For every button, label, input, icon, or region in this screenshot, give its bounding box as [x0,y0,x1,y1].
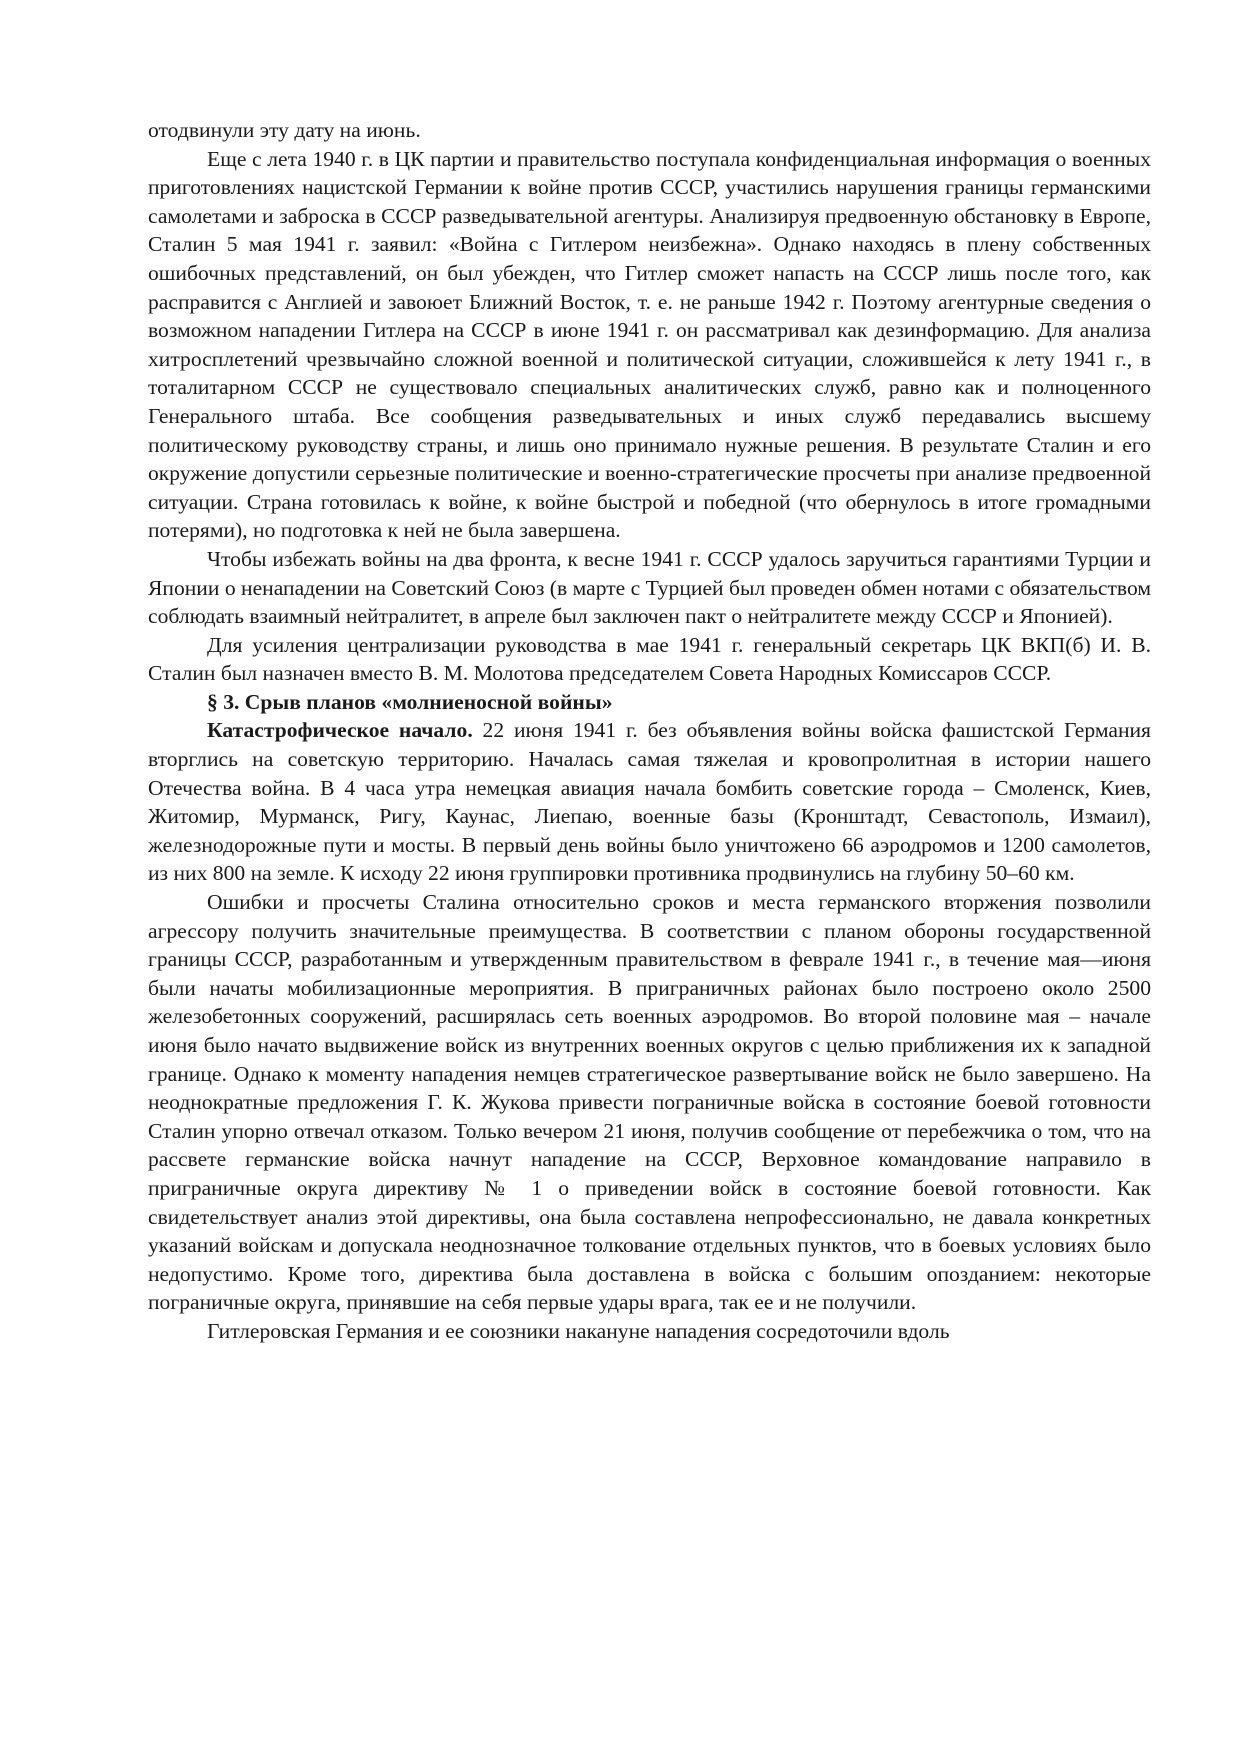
paragraph-intelligence: Еще с лета 1940 г. в ЦК партии и правительство поступала конфиденциальная информация о военных приготовлениях нацистской Германии к войне против СССР, участились нарушения границы германскими самолетами и заброска в СССР разведывательной агентуры. Анализируя предвоенную обстановку в Европе, Сталин 5 мая 1941 г. заявил: «Война с Гитлером неизбежна». Однако находясь в плену собственных ошибочных представлений, он был убежден, что Гитлер сможет напасть на СССР лишь после того, как расправится с Англией и завоюет Ближний Восток, т. е. не раньше 1942 г. Поэтому агентурные сведения о возможном нападении Гитлера на СССР в июне 1941 г. он рассматривал как дезинформацию. Для анализа хитросплетений чрезвычайно сложной военной и политической ситуации, сложившейся к лету 1941 г., в тоталитарном СССР не существовало специальных аналитических служб, равно как и полноценного Генерального штаба. Все сообщения разведывательных и иных служб передавались высшему политическому руководству страны, и лишь оно принимало нужные решения. В результате Сталин и его окружение допустили серьезные политические и военно-стратегические просчеты при анализе предвоенной ситуации. Страна готовилась к войне, к войне быстрой и победной (что обернулось в итоге громадными потерями), но подготовка к ней не была завершена. [148,146,1151,543]
paragraph-concentration: Гитлеровская Германия и ее союзники накануне нападения сосредоточили вдоль [207,1318,950,1343]
section-heading: § 3. Срыв планов «молниеносной войны» [207,689,613,714]
paragraph-mistakes: Ошибки и просчеты Сталина относительно сроков и места германского вторжения позволили агрессору получить значительные преимущества. В соответствии с планом обороны государственной границы СССР, разработанным и утвержденным правительством в феврале 1941 г., в течение мая—июня были начаты мобилизационные мероприятия. В приграничных районах было построено около 2500 железобетонных сооружений, расширялась сеть военных аэродромов. Во второй половине мая – начале июня было начато выдвижение войск из внутренних военных округов с целью приближения их к западной границе. Однако к моменту нападения немцев стратегическое развертывание войск не было завершено. На неоднократные предложения Г. К. Жукова привести пограничные войска в состояние боевой готовности Сталин упорно отвечал отказом. Только вечером 21 июня, получив сообщение от перебежчика о том, что на рассвете германские войска начнут нападение на СССР, Верховное командование направило в приграничные округа директиву № 1 о приведении войск в состояние боевой готовности. Как свидетельствует анализ этой директивы, она была составлена непрофессионально, не давала конкретных указаний войскам и допускала неоднозначное толкование отдельных пунктов, что в боевых условиях было недопустимо. Кроме того, директива была доставлена в войска с большим опозданием: некоторые пограничные округа, принявшие на себя первые удары врага, так ее и не получили. [148,890,1151,1315]
paragraph-catastrophic-start [148,716,1151,888]
document-page [148,116,1151,1346]
paragraph-centralization: Для усиления централизации руководства в мае 1941 г. генеральный секретарь ЦК ВКП(б) И. В. Сталин был назначен вместо В. М. Молотова председателем Совета Народных Комиссаров СССР. [148,632,1151,686]
paragraph-continuation: отодвинули эту дату на июнь. [148,118,421,142]
paragraph-two-fronts: Чтобы избежать войны на два фронта, к весне 1941 г. СССР удалось заручиться гарантиями Турции и Японии о ненападении на Советский Союз (в марте с Турцией был проведен обмен нотами с обязательством соблюдать взаимный нейтралитет, в апреле был заключен пакт о нейтралитете между СССР и Японией). [148,546,1151,629]
paragraph-lead-title: Катастрофическое начало. [207,718,473,743]
paragraph-catastrophic-body: 22 июня 1941 г. без объявления войны войска фашистской Германия вторглись на советскую территорию. Началась самая тяжелая и кровопролитная в истории нашего Отечества война. В 4 часа утра немецкая авиация начала бомбить советские города – Смоленск, Киев, Житомир, Мурманск, Ригу, Каунас, Лиепаю, военные базы (Кронштадт, Севастополь, Измаил), железнодорожные пути и мосты. В первый день войны было уничтожено 66 аэродромов и 1200 самолетов, из них 800 на земле. К исходу 22 июня группировки противника продвинулись на глубину 50–60 км. [148,718,1151,886]
